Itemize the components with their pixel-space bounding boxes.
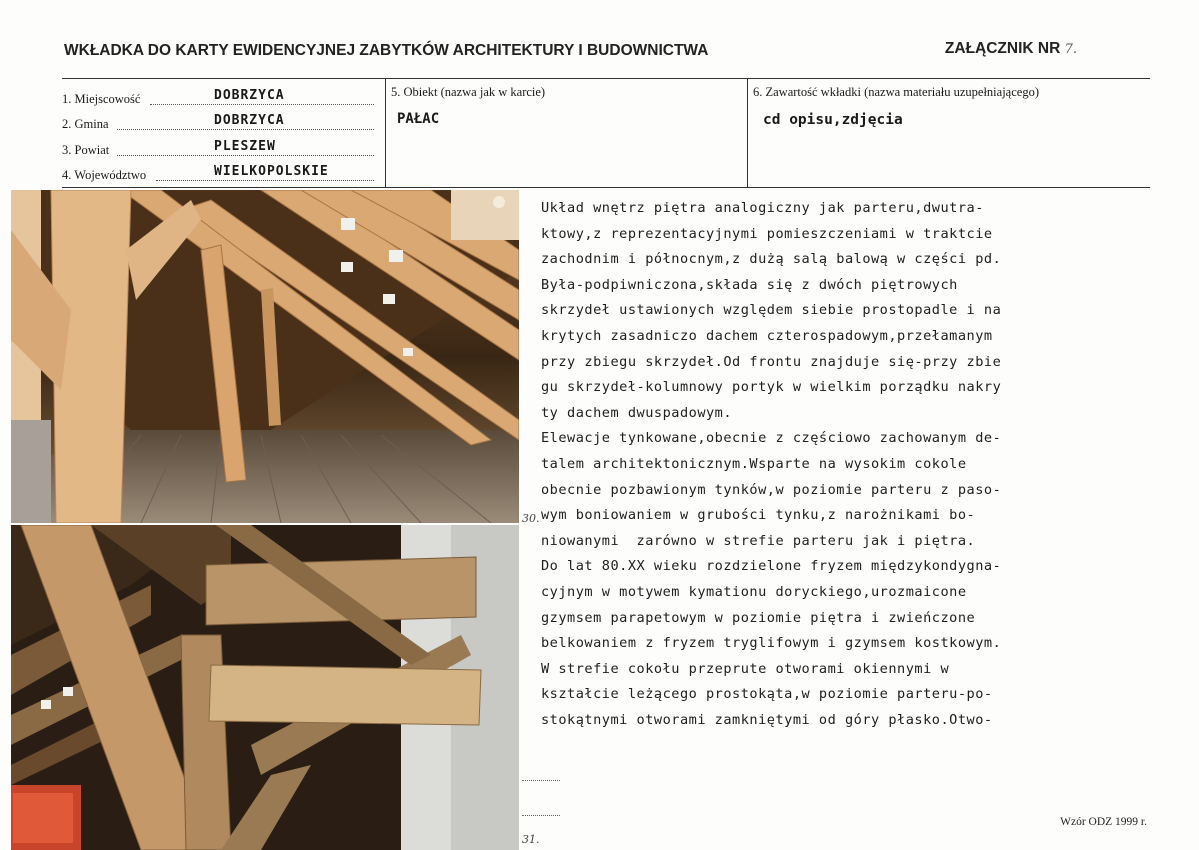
description-line: obecnie pozbawionym tynków,w poziomie parteru z paso- <box>541 481 1002 498</box>
contents-value: cd opisu,zdjęcia <box>763 112 903 128</box>
description-line: belkowaniem z fryzem tryglifowym i gzymsem kostkowym. <box>541 635 1002 652</box>
field-label: 4. Województwo <box>62 168 147 182</box>
margin-number-30: 30. <box>522 512 540 525</box>
description-line: gu skrzydeł-kolumnowy portyk w wielkim porządku nakry <box>541 379 1002 396</box>
description-line: Była-podpiwniczona,składa się z dwóch piętrowych <box>541 276 958 293</box>
field-gmina <box>62 114 374 134</box>
column-divider-1 <box>385 78 386 188</box>
description-text <box>541 196 1091 733</box>
column-divider-2 <box>747 78 748 188</box>
field-value: DOBRZYCA <box>214 88 285 103</box>
header-title: WKŁADKA DO KARTY EWIDENCYJNEJ ZABYTKÓW ARCHITEKTURY I BUDOWNICTWA <box>64 42 709 59</box>
dotted-leader <box>150 104 374 105</box>
field-miejscowosc <box>62 89 374 109</box>
dotted-line <box>522 780 560 781</box>
description-line: krytych zasadniczo dachem czterospadowym,przełamanym <box>541 327 993 344</box>
object-value: PAŁAC <box>397 111 440 127</box>
description-line: Układ wnętrz piętra analogiczny jak parteru,dwutra- <box>541 200 984 216</box>
form-template-note: Wzór ODZ 1999 r. <box>1060 816 1147 828</box>
description-line: W strefie cokołu przeprute otworami okiennymi w <box>541 660 950 677</box>
attic-photo <box>11 190 519 523</box>
description-line: ktowy,z reprezentacyjnymi pomieszczeniami w traktcie <box>541 225 993 242</box>
description-line: zachodnim i północnym,z dużą salą balową w części pd. <box>541 251 1002 268</box>
field-label: 3. Powiat <box>62 143 110 157</box>
description-line: niowanymi zarówno w strefie parteru jak i piętra. <box>541 532 976 549</box>
dotted-line <box>522 815 560 816</box>
attic-photo-image <box>11 190 519 523</box>
description-line: wym boniowaniem w grubości tynku,z narożnikami bo- <box>541 507 976 524</box>
field-label: 2. Gmina <box>62 117 109 131</box>
description-line: Do lat 80.XX wieku rozdzielone fryzem międzykondygna- <box>541 558 1002 575</box>
field-value: DOBRZYCA <box>214 113 285 128</box>
dotted-leader <box>156 180 374 181</box>
field-value: WIELKOPOLSKIE <box>214 164 329 179</box>
dotted-leader <box>117 129 374 130</box>
field-value: PLESZEW <box>214 139 276 154</box>
field-label: 1. Miejscowość <box>62 92 141 106</box>
form-bottom-rule <box>62 187 1150 188</box>
description-line: skrzydeł ustawionych względem siebie prostopadle i na <box>541 302 1002 319</box>
attachment-label: ZAŁĄCZNIK NR <box>944 40 1061 57</box>
object-label: 5. Obiekt (nazwa jak w karcie) <box>391 85 546 99</box>
description-line: gzymsem parapetowym w poziomie piętra i zwieńczone <box>541 609 976 626</box>
description-line: przy zbiegu skrzydeł.Od frontu znajduje się-przy zbie <box>541 353 1002 370</box>
description-line: kształcie leżącego prostokąta,w poziomie parteru-po- <box>541 686 993 703</box>
form-top-rule <box>62 78 1150 79</box>
description-line: ty dachem dwuspadowym. <box>541 404 733 421</box>
margin-number-31: 31. <box>522 833 540 846</box>
field-powiat <box>62 140 374 160</box>
dotted-leader <box>117 155 374 156</box>
truss-photo-image <box>11 525 519 850</box>
description-line: cyjnym w motywem kymationu doryckiego,urozmaicone <box>541 583 967 600</box>
truss-photo <box>11 525 519 850</box>
description-line: stokątnymi otworami zamkniętymi od góry płasko.Otwo- <box>541 711 993 728</box>
field-wojewodztwo <box>62 165 374 185</box>
contents-label: 6. Zawartość wkładki (nazwa materiału uzupełniającego) <box>753 85 1039 99</box>
description-line: talem architektonicznym.Wsparte na wysokim cokole <box>541 455 967 472</box>
description-line: Elewacje tynkowane,obecnie z częściowo zachowanym de- <box>541 430 1002 447</box>
attachment-header <box>945 40 1077 58</box>
attachment-number: 7. <box>1064 42 1077 57</box>
